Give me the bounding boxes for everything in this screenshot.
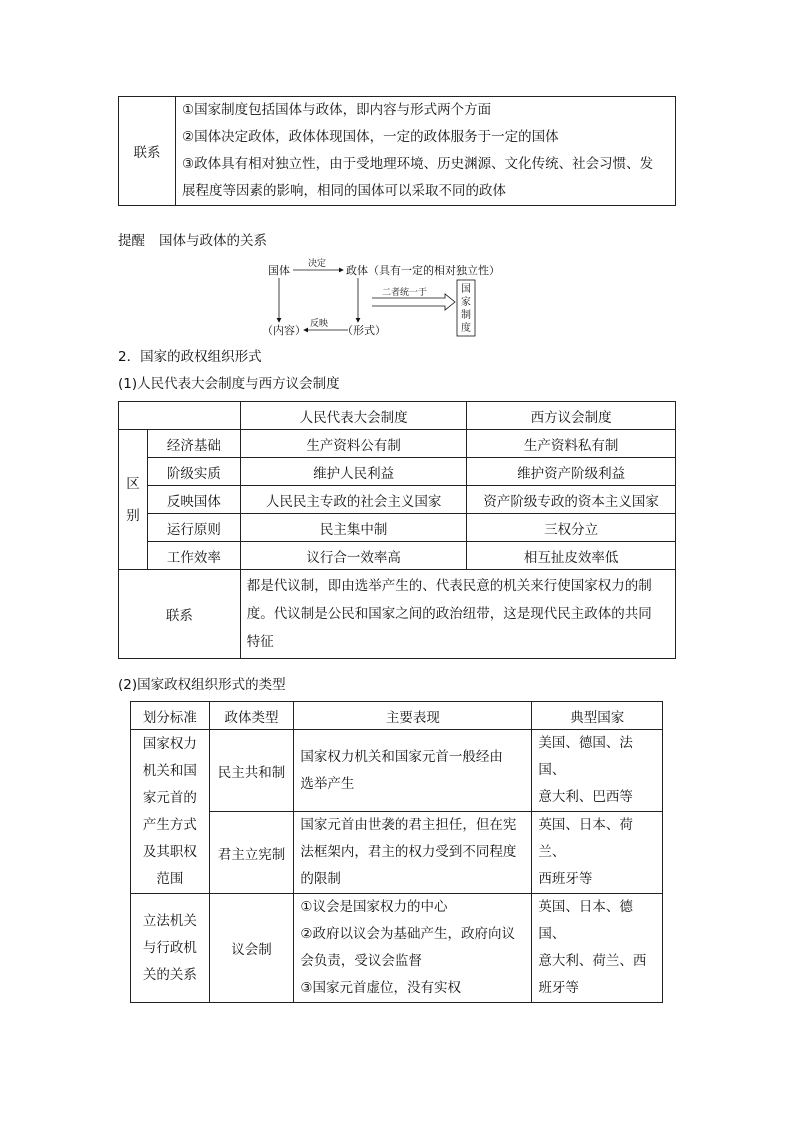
desc-line: 法框架内，君主的权力受到不同程度 xyxy=(300,844,517,860)
connection-content xyxy=(240,570,675,659)
countries-parliamentary xyxy=(532,894,663,1003)
countries-line: 意大利、巴西等 xyxy=(538,789,633,805)
desc-democratic-republic xyxy=(294,730,532,812)
relation-header: 联系 xyxy=(119,97,176,206)
relation-table xyxy=(118,96,676,206)
desc-line: ①议会是国家权力的中心 xyxy=(300,899,448,915)
criteria-2-line: 与行政机 xyxy=(142,939,197,956)
desc-line: ③国家元首虚位，没有实权 xyxy=(300,980,461,996)
desc-constitutional-monarchy xyxy=(294,812,532,894)
countries-line: 班牙等 xyxy=(538,980,579,996)
connection-label: 联系 xyxy=(119,570,241,659)
desc-line: ②政府以议会为基础产生，政府向议 xyxy=(300,926,515,942)
desc-line: 国家权力机关和国家元首一般经由 xyxy=(300,748,503,765)
row-label: 反映国体 xyxy=(147,486,240,514)
reminder-keyword: 提醒 xyxy=(118,233,145,249)
criteria-1-line: 国家权力 xyxy=(142,735,197,752)
diagram-guoti: 国体 xyxy=(268,264,290,277)
cell: 相互扯皮效率低 xyxy=(467,542,676,570)
criteria-2-line: 立法机关 xyxy=(142,912,197,929)
relation-line-1: ①国家制度包括国体与政体，即内容与形式两个方面 xyxy=(182,102,492,118)
relation-line-4: 展程度等因素的影响，相同的国体可以采取不同的政体 xyxy=(182,183,506,199)
regime-types-table xyxy=(130,701,663,1003)
criteria-2-line: 关的关系 xyxy=(142,966,197,983)
diagram-zhidu-3: 制 xyxy=(461,310,471,321)
countries-line: 西班牙等 xyxy=(538,871,593,887)
header-criteria: 划分标准 xyxy=(131,702,210,730)
comparison-table xyxy=(118,401,676,659)
reminder-title: 国体与政体的关系 xyxy=(159,233,267,249)
comparison-corner xyxy=(119,402,241,430)
section-2-heading: 2．国家的政权组织形式 xyxy=(118,349,262,365)
criteria-1 xyxy=(131,730,210,894)
diagram-neirong: （内容） xyxy=(262,324,306,337)
diagram-zhengti: 政体（具有一定的相对独立性） xyxy=(346,264,500,277)
reminder-heading xyxy=(118,232,267,250)
diagram-xingshi: （形式） xyxy=(342,324,386,337)
type-democratic-republic: 民主共和制 xyxy=(209,730,294,812)
header-countries: 典型国家 xyxy=(532,702,663,730)
subsection-1-heading: (1)人民代表大会制度与西方议会制度 xyxy=(118,376,340,392)
relation-line-2: ②国体决定政体，政体体现国体，一定的政体服务于一定的国体 xyxy=(182,129,559,145)
desc-line: 选举产生 xyxy=(300,775,355,792)
diagram-zhidu-1: 国 xyxy=(461,284,471,295)
col-header-western: 西方议会制度 xyxy=(467,402,676,430)
desc-line: 的限制 xyxy=(300,871,341,887)
difference-label xyxy=(119,430,148,570)
countries-line: 意大利、荷兰、西 xyxy=(538,953,647,969)
desc-line: 国家元首由世袭的君主担任，但在宪 xyxy=(300,817,517,833)
cell: 生产资料公有制 xyxy=(240,430,467,458)
diagram-zhidu-2: 家 xyxy=(461,297,471,308)
cell: 三权分立 xyxy=(467,514,676,542)
cell: 人民民主专政的社会主义国家 xyxy=(240,486,467,514)
criteria-1-line: 机关和国 xyxy=(142,762,197,779)
criteria-1-line: 家元首的 xyxy=(142,789,197,806)
state-system-diagram xyxy=(260,258,540,340)
criteria-2 xyxy=(131,894,210,1003)
row-label: 经济基础 xyxy=(147,430,240,458)
connection-line-3: 特征 xyxy=(246,634,274,650)
cell: 议行合一效率高 xyxy=(240,542,467,570)
countries-constitutional-monarchy xyxy=(532,812,663,894)
type-parliamentary: 议会制 xyxy=(209,894,294,1003)
relation-line-3: ③政体具有相对独立性，由于受地理环境、历史渊源、文化传统、社会习惯、发 xyxy=(182,156,654,172)
criteria-1-line: 产生方式 xyxy=(142,816,197,833)
col-header-npc: 人民代表大会制度 xyxy=(240,402,467,430)
countries-line: 美国、德国、法国、 xyxy=(538,735,633,778)
row-label: 运行原则 xyxy=(147,514,240,542)
diagram-jueding: 决定 xyxy=(308,259,327,269)
criteria-1-line: 及其职权 xyxy=(142,843,197,860)
desc-parliamentary xyxy=(294,894,532,1003)
countries-line: 英国、日本、荷兰、 xyxy=(538,817,633,860)
countries-line: 英国、日本、德国、 xyxy=(538,899,633,942)
desc-line: 会负责，受议会监督 xyxy=(300,953,422,969)
countries-democratic-republic xyxy=(532,730,663,812)
diagram-fanying: 反映 xyxy=(310,319,329,329)
cell: 维护资产阶级利益 xyxy=(467,458,676,486)
row-label: 工作效率 xyxy=(147,542,240,570)
cell: 民主集中制 xyxy=(240,514,467,542)
relation-content xyxy=(176,97,676,206)
criteria-1-line: 范围 xyxy=(156,870,184,887)
diagram-zhidu-4: 度 xyxy=(461,323,471,334)
row-label: 阶级实质 xyxy=(147,458,240,486)
header-performance: 主要表现 xyxy=(294,702,532,730)
difference-char-1: 区 xyxy=(126,475,140,492)
header-type: 政体类型 xyxy=(209,702,294,730)
cell: 生产资料私有制 xyxy=(467,430,676,458)
subsection-2-heading: (2)国家政权组织形式的类型 xyxy=(118,677,286,693)
diagram-tongyi: 二者统一于 xyxy=(382,288,428,298)
type-constitutional-monarchy: 君主立宪制 xyxy=(209,812,294,894)
connection-line-1: 都是代议制，即由选举产生的、代表民意的机关来行使国家权力的制 xyxy=(246,578,652,594)
difference-char-2: 别 xyxy=(126,507,140,524)
connection-line-2: 度。代议制是公民和国家之间的政治纽带，这是现代民主政体的共同 xyxy=(246,606,652,622)
cell: 维护人民利益 xyxy=(240,458,467,486)
cell: 资产阶级专政的资本主义国家 xyxy=(467,486,676,514)
